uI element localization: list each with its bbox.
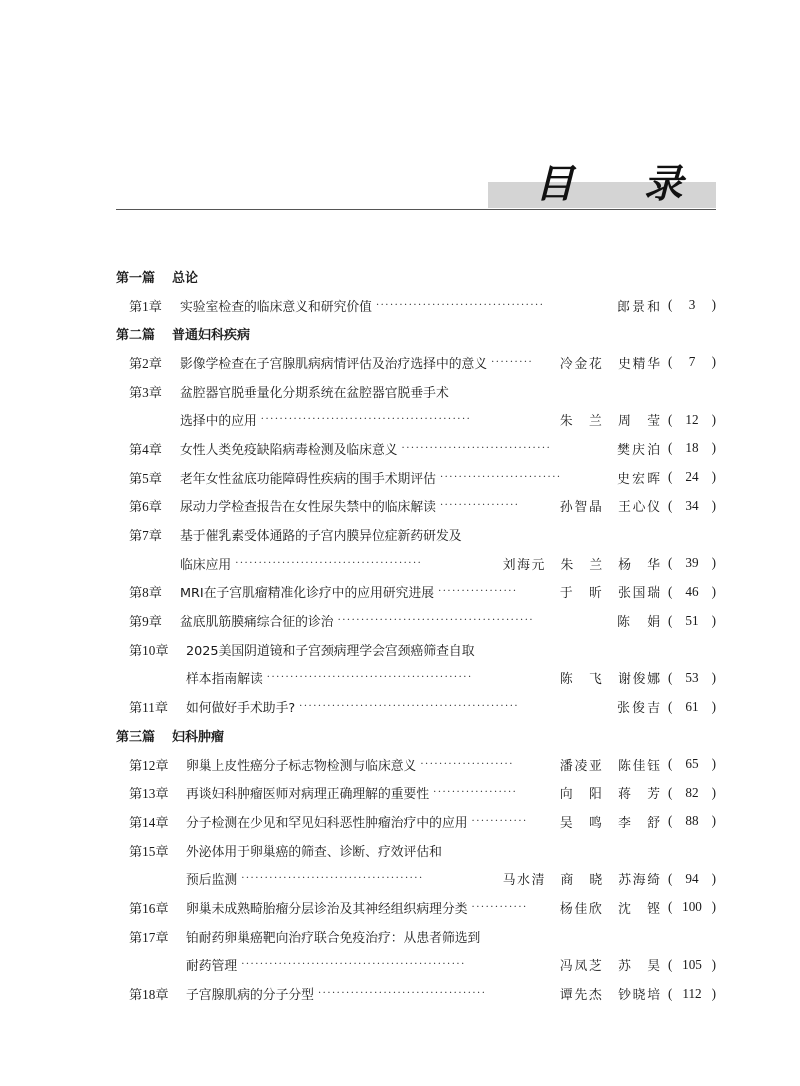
chapter-title: 再谈妇科肿瘤医师对病理正确理解的重要性 (186, 787, 430, 803)
part-title: 普通妇科疾病 (172, 328, 251, 344)
page-number: ( 34 ) (668, 497, 716, 513)
chapter-number: 第11章 (129, 700, 169, 716)
chapter-title: 子宫腺肌病的分子分型 (186, 988, 314, 1004)
chapter-authors: 谭先杰 钞晓培 (559, 988, 660, 1004)
chapter-number: 第16章 (129, 900, 169, 916)
chapter-entry[interactable] (0, 635, 800, 664)
dot-leader: ················· (439, 500, 520, 512)
chapter-entry[interactable] (0, 692, 800, 721)
chapter-number: 第1章 (129, 298, 162, 314)
page-number: ( 46 ) (668, 583, 716, 599)
dot-leader: ················· (438, 586, 518, 598)
chapter-entry[interactable] (0, 463, 800, 492)
page-number: ( 61 ) (668, 698, 716, 714)
chapter-authors: 孙智晶 王心仪 (559, 500, 660, 516)
table-of-contents (0, 262, 800, 1008)
dot-leader: ···································· (317, 988, 487, 1000)
dot-leader: ·········································· (337, 615, 535, 627)
chapter-entry-continuation[interactable] (0, 864, 800, 893)
chapter-title: 盆腔器官脱垂量化分期系统在盆腔器官脱垂手术 (180, 385, 449, 401)
chapter-entry[interactable] (0, 750, 800, 779)
chapter-authors: 杨佳欣 沈 铿 (559, 901, 660, 917)
chapter-entry[interactable] (0, 606, 800, 635)
page-number: ( 18 ) (668, 440, 716, 456)
chapter-number: 第9章 (129, 614, 162, 630)
page-number: ( 53 ) (668, 669, 716, 685)
chapter-title: 临床应用 (180, 557, 232, 573)
chapter-title: 样本指南解读 (186, 672, 263, 688)
page-number: ( 88 ) (668, 813, 716, 829)
page-title: 目 录 (535, 161, 711, 207)
chapter-title: 尿动力学检查报告在女性尿失禁中的临床解读 (180, 500, 436, 516)
chapter-title: MRI在子宫肌瘤精准化诊疗中的应用研究进展 (180, 586, 435, 602)
page-number: ( 39 ) (668, 555, 716, 571)
chapter-entry[interactable] (0, 836, 800, 865)
chapter-authors: 郎景和 (617, 299, 660, 315)
chapter-number: 第8章 (129, 585, 162, 601)
dot-leader: ················································ (241, 959, 466, 971)
page-number: ( 100 ) (668, 899, 716, 915)
chapter-entry-continuation[interactable] (0, 405, 800, 434)
chapter-authors: 陈 飞 谢俊娜 (559, 672, 660, 688)
chapter-title: 基于催乳素受体通路的子宫内膜异位症新药研发及 (180, 529, 462, 545)
chapter-number: 第12章 (129, 757, 169, 773)
chapter-entry[interactable] (0, 979, 800, 1008)
chapter-entry[interactable] (0, 578, 800, 607)
chapter-number: 第18章 (129, 987, 169, 1003)
chapter-authors: 向 阳 蒋 芳 (559, 787, 660, 803)
chapter-authors: 潘凌亚 陈佳钰 (559, 758, 660, 774)
chapter-entry[interactable] (0, 348, 800, 377)
chapter-number: 第3章 (129, 384, 162, 400)
chapter-entry[interactable] (0, 291, 800, 320)
page-number: ( 12 ) (668, 411, 716, 427)
title-divider (116, 209, 716, 210)
chapter-authors: 樊庆泊 (617, 442, 660, 458)
page-number: ( 105 ) (668, 956, 716, 972)
chapter-number: 第14章 (129, 814, 169, 830)
chapter-title: 老年女性盆底功能障碍性疾病的围手术期评估 (180, 471, 436, 487)
chapter-title: 盆底肌筋膜痛综合征的诊治 (180, 615, 334, 631)
dot-leader: ············ (471, 815, 528, 827)
part-heading[interactable] (0, 262, 800, 291)
part-number: 第三篇 (116, 729, 156, 745)
chapter-entry[interactable] (0, 778, 800, 807)
dot-leader: ········· (491, 356, 534, 368)
chapter-authors: 刘海元 朱 兰 杨 华 (502, 557, 660, 573)
part-number: 第一篇 (116, 270, 156, 286)
chapter-title: 预后监测 (186, 873, 238, 889)
page-number: ( 65 ) (668, 756, 716, 772)
chapter-entry[interactable] (0, 807, 800, 836)
page-number: ( 51 ) (668, 612, 716, 628)
chapter-entry[interactable] (0, 434, 800, 463)
chapter-title: 女性人类免疫缺陷病毒检测及临床意义 (180, 442, 398, 458)
dot-leader: ································ (401, 442, 552, 454)
dot-leader: ·························· (439, 471, 562, 483)
page-number: ( 112 ) (668, 985, 716, 1001)
chapter-number: 第7章 (129, 528, 162, 544)
chapter-authors: 于 昕 张国瑞 (559, 586, 660, 602)
chapter-authors: 朱 兰 周 莹 (559, 414, 660, 430)
part-heading[interactable] (0, 319, 800, 348)
dot-leader: ········································ (235, 557, 423, 569)
chapter-authors: 冷金花 史精华 (559, 356, 660, 372)
chapter-title: 分子检测在少见和罕见妇科恶性肿瘤治疗中的应用 (186, 815, 468, 831)
chapter-entry-continuation[interactable] (0, 951, 800, 980)
chapter-title: 卵巢上皮性癌分子标志物检测与临床意义 (186, 758, 417, 774)
page-number: ( 24 ) (668, 469, 716, 485)
chapter-authors: 冯凤芝 苏 昊 (559, 959, 660, 975)
chapter-entry-continuation[interactable] (0, 549, 800, 578)
chapter-entry-continuation[interactable] (0, 664, 800, 693)
page-number: ( 82 ) (668, 784, 716, 800)
chapter-number: 第5章 (129, 470, 162, 486)
chapter-number: 第6章 (129, 499, 162, 515)
dot-leader: ·················· (433, 787, 518, 799)
chapter-title: 铂耐药卵巢癌靶向治疗联合免疫治疗：从患者筛选到 (186, 930, 481, 946)
dot-leader: ······································· (241, 873, 424, 885)
dot-leader: ············································· (260, 414, 472, 426)
chapter-entry[interactable] (0, 377, 800, 406)
chapter-title: 影像学检查在子宫腺肌病病情评估及治疗选择中的意义 (180, 356, 488, 372)
chapter-title: 2025美国阴道镜和子宫颈病理学会宫颈癌筛查自取 (186, 643, 475, 659)
chapter-title: 外泌体用于卵巢癌的筛查、诊断、疗效评估和 (186, 844, 442, 860)
dot-leader: ···················· (420, 758, 514, 770)
part-title: 妇科肿瘤 (172, 729, 225, 745)
chapter-title: 实验室检查的临床意义和研究价值 (180, 299, 372, 315)
chapter-number: 第2章 (129, 355, 162, 371)
page-number: ( 7 ) (668, 354, 716, 370)
chapter-number: 第17章 (129, 929, 169, 945)
dot-leader: ··············································· (299, 701, 520, 713)
chapter-entry[interactable] (0, 893, 800, 922)
chapter-authors: 马水清 商 晓 苏海绮 (502, 873, 660, 889)
chapter-authors: 张俊吉 (617, 701, 660, 717)
chapter-entry[interactable] (0, 922, 800, 951)
chapter-number: 第4章 (129, 441, 162, 457)
part-number: 第二篇 (116, 328, 156, 344)
chapter-number: 第10章 (129, 642, 169, 658)
part-title: 总论 (172, 270, 199, 286)
chapter-entry[interactable] (0, 492, 800, 521)
chapter-title: 如何做好手术助手? (186, 701, 296, 717)
chapter-authors: 史宏晖 (617, 471, 660, 487)
chapter-number: 第13章 (129, 786, 169, 802)
page-number: ( 94 ) (668, 870, 716, 886)
dot-leader: ············ (471, 901, 528, 913)
chapter-authors: 陈 娟 (617, 615, 660, 631)
chapter-title: 耐药管理 (186, 959, 238, 975)
page-number: ( 3 ) (668, 297, 716, 313)
chapter-number: 第15章 (129, 843, 169, 859)
dot-leader: ···································· (375, 299, 545, 311)
chapter-entry[interactable] (0, 520, 800, 549)
chapter-authors: 吴 鸣 李 舒 (559, 815, 660, 831)
part-heading[interactable] (0, 721, 800, 750)
chapter-title: 选择中的应用 (180, 414, 257, 430)
chapter-title: 卵巢未成熟畸胎瘤分层诊治及其神经组织病理分类 (186, 901, 468, 917)
dot-leader: ············································ (266, 672, 473, 684)
